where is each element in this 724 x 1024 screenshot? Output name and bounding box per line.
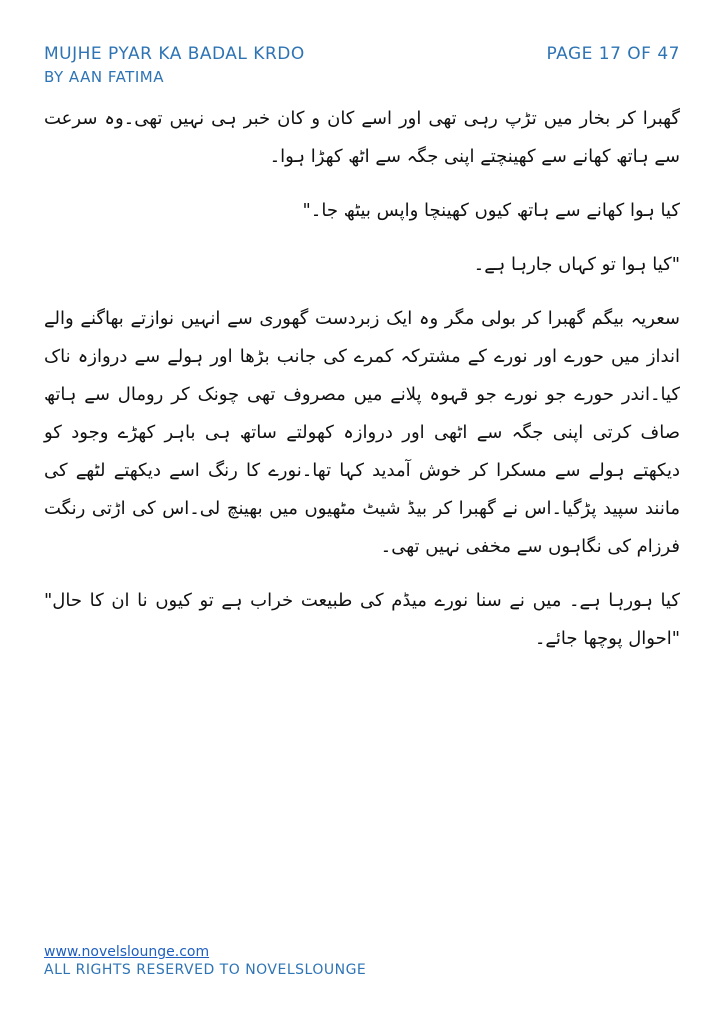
story-body — [44, 100, 680, 674]
paragraph: سعریہ بیگم گھبرا کر بولی مگر وہ ایک زبردست گھوری سے انہیں نوازتے بھاگنے والے انداز میں حورے اور نورے کے مشترکہ کمرے کی جانب بڑھا اور ہولے سے دروازہ ناک کیا۔اندر حورے جو نورے جو قہوہ پلانے میں مصروف تھی چونک کر رومال سے ہاتھ صاف کرتی اپنی جگہ سے اٹھی اور دروازہ کھولتے ساتھ ہی باہر کھڑے وجود کو دیکھتے ہولے سے مسکرا کر خوش آمدید کہا تھا۔نورے کا رنگ اسے دیکھتے لٹھے کی مانند سپید پڑگیا۔اس نے گھبرا کر بیڈ شیٹ مٹھیوں میں بھینچ لی۔اس کی اڑتی رنگت فرزام کی نگاہوں سے مخفی نہیں تھی۔ — [44, 308, 680, 557]
website-link[interactable]: www.novelslounge.com — [44, 944, 210, 960]
page-footer — [44, 944, 366, 978]
page-number: PAGE 17 OF 47 — [546, 44, 680, 64]
page-header — [44, 44, 680, 94]
paragraph: کیا ہوا کھانے سے ہاتھ کیوں کھینچا واپس بیٹھ جا۔" — [302, 200, 680, 221]
rights-notice: ALL RIGHTS RESERVED TO NOVELSLOUNGE — [44, 962, 367, 978]
paragraph: کیا ہورہا ہے۔ میں نے سنا نورے میڈم کی طبیعت خراب ہے تو کیوں نا ان کا حال" "احوال پوچھا جائے۔ — [44, 590, 680, 649]
paragraph: گھبرا کر بخار میں تڑپ رہی تھی اور اسے کان و کان خبر ہی نہیں تھی۔وہ سرعت سے ہاتھ کھانے سے کھینچتے اپنی جگہ سے اٹھ کھڑا ہوا۔ — [44, 108, 680, 167]
novel-title: MUJHE PYAR KA BADAL KRDO — [44, 44, 305, 64]
author-line: BY AAN FATIMA — [44, 68, 164, 86]
paragraph: "کیا ہوا تو کہاں جارہا ہے۔ — [473, 254, 680, 275]
